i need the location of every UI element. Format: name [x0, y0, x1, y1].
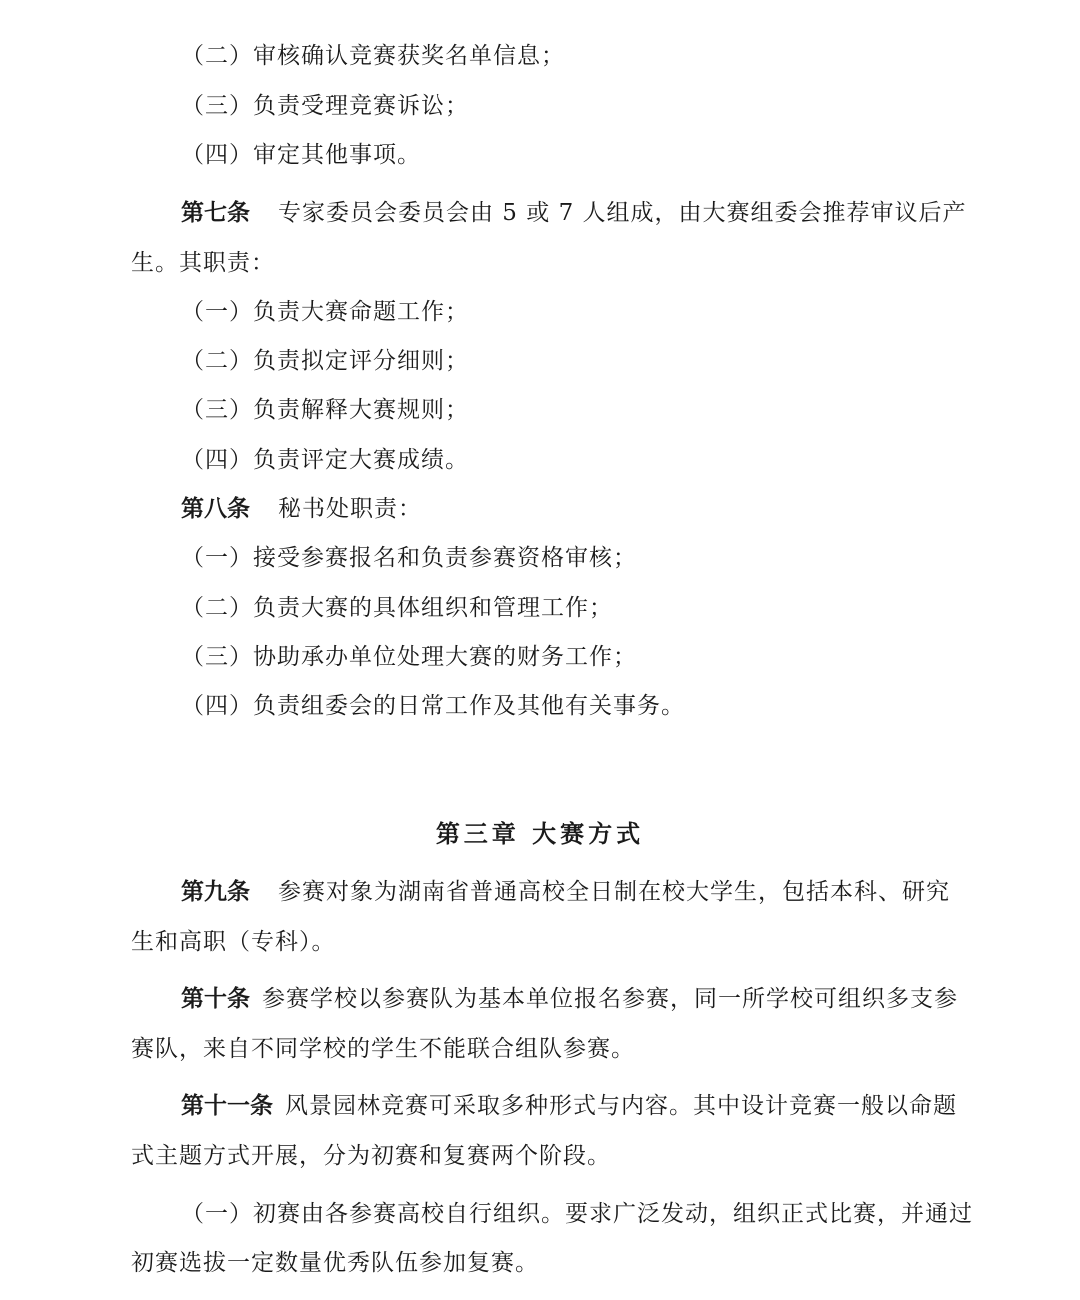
- article-8-title: 第八条: [181, 496, 250, 522]
- article-9-text-line1: 参赛对象为湖南省普通高校全日制在校大学生，包括本科、研究: [278, 879, 950, 905]
- article-10-paragraph: [181, 984, 958, 1014]
- article-11-text-line2: 式主题方式开展，分为初赛和复赛两个阶段。: [131, 1143, 611, 1169]
- article-7-title: 第七条: [181, 200, 250, 226]
- list-item: （二）负责拟定评分细则；: [181, 348, 469, 374]
- article-11-item-1-line1: （一）初赛由各参赛高校自行组织。要求广泛发动，组织正式比赛，并通过: [181, 1201, 973, 1227]
- article-11-text-line1: 风景园林竞赛可采取多种形式与内容。其中设计竞赛一般以命题: [285, 1093, 957, 1119]
- list-item: （二）审核确认竞赛获奖名单信息；: [181, 43, 565, 69]
- article-8-paragraph: [181, 494, 422, 524]
- list-item: （三）负责受理竞赛诉讼；: [181, 93, 469, 119]
- list-item: （三）负责解释大赛规则；: [181, 397, 469, 423]
- list-item: （一）负责大赛命题工作；: [181, 299, 469, 325]
- article-8-text: 秘书处职责：: [278, 496, 422, 522]
- list-item: （四）负责评定大赛成绩。: [181, 447, 469, 473]
- list-item: （四）审定其他事项。: [181, 142, 421, 168]
- article-10-title: 第十条: [181, 986, 250, 1012]
- article-11-title: 第十一条: [181, 1093, 273, 1119]
- article-9-text-line2: 生和高职（专科）。: [131, 929, 336, 955]
- article-9-title: 第九条: [181, 879, 250, 905]
- article-11-item-1-line2: 初赛选拔一定数量优秀队伍参加复赛。: [131, 1250, 539, 1276]
- article-10-text-line2: 赛队，来自不同学校的学生不能联合组队参赛。: [131, 1036, 635, 1062]
- article-7-paragraph: [181, 198, 967, 228]
- chapter-heading: 第三章 大赛方式: [435, 820, 645, 848]
- list-item: （二）负责大赛的具体组织和管理工作；: [181, 595, 613, 621]
- article-9-paragraph: [181, 877, 950, 907]
- article-7-text-line2: 生。其职责：: [131, 250, 275, 276]
- list-item: （三）协助承办单位处理大赛的财务工作；: [181, 644, 637, 670]
- list-item: （一）接受参赛报名和负责参赛资格审核；: [181, 545, 637, 571]
- article-7-text-line1: 专家委员会委员会由 5 或 7 人组成，由大赛组委会推荐审议后产: [278, 200, 967, 226]
- article-10-text-line1: 参赛学校以参赛队为基本单位报名参赛，同一所学校可组织多支参: [262, 986, 958, 1012]
- article-11-paragraph: [181, 1091, 957, 1121]
- list-item: （四）负责组委会的日常工作及其他有关事务。: [181, 693, 685, 719]
